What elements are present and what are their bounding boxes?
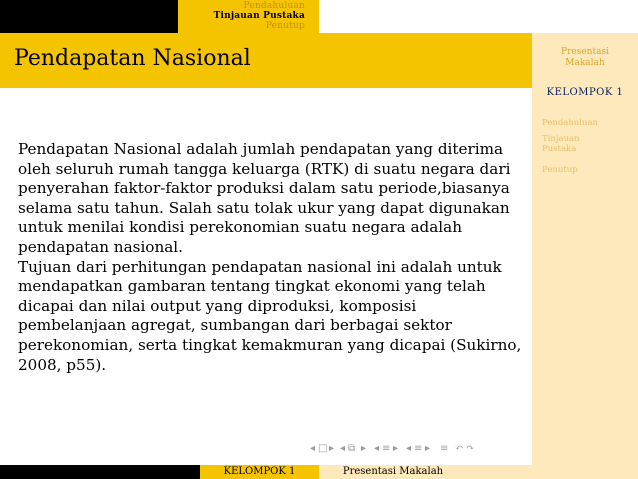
sidebar-title-line-1: Presentasi [561,47,609,57]
subsec-icon[interactable]: ≡ [414,443,423,454]
section-prev-icon[interactable]: ◂ [374,443,380,454]
content-paragraph-definition: Pendapatan Nasional adalah jumlah pendapatan yang diterima oleh seluruh rumah tangga keluarga (RTK) di suatu negara dari penyerahan faktor-faktor produksi dalam satu periode,biasanya selama satu tahun. Salah satu tolak ukur yang dapat digunakan untuk menilai kondisi perekonomian suatu negara adalah pendapatan nasional. [18,140,511,256]
top-navigation-bar [0,0,638,33]
section-icon[interactable]: ≡ [382,443,391,454]
frame-content [18,140,528,375]
navigation-symbols [310,443,532,457]
sidebar-presentation-title[interactable] [532,47,638,69]
nav-section-tinjauan-pustaka[interactable]: Tinjauan Pustaka [213,11,305,21]
nav-section-penutup[interactable]: Penutup [265,21,305,31]
footer-right-panel [319,465,638,479]
frame-next-icon[interactable]: ▸ [329,443,335,454]
footer-author: KELOMPOK 1 [200,465,319,479]
frame-icon[interactable]: □ [318,443,328,454]
subsection-icon[interactable]: ⧉ [348,443,356,454]
section-next-icon[interactable]: ▸ [393,443,399,454]
frame-prev-icon[interactable]: ◂ [310,443,316,454]
sidebar [532,33,638,465]
top-nav-right-panel [319,0,638,33]
subsection-prev-icon[interactable]: ◂ [340,443,346,454]
sidebar-title-line-2: Makalah [565,58,605,68]
sidebar-section-tinjauan[interactable]: Tinjauan [542,134,580,144]
search-icon[interactable]: ↷ [466,443,475,454]
subsec-prev-icon[interactable]: ◂ [406,443,412,454]
subsection-next-icon[interactable]: ▸ [361,443,367,454]
sidebar-section-pendahuluan[interactable]: Pendahuluan [542,118,599,128]
sidebar-section-penutup[interactable]: Penutup [542,165,578,175]
top-nav-left-panel [0,0,178,33]
nav-section-pendahuluan[interactable]: Pendahuluan [243,1,305,11]
subsec-next-icon[interactable]: ▸ [425,443,431,454]
frame-title: Pendapatan Nasional [14,46,251,71]
footer-bar [0,465,638,479]
undo-icon[interactable]: ↶ [455,443,464,454]
sidebar-section-pustaka[interactable]: Pustaka [542,144,577,154]
frame-title-bar [0,33,532,88]
content-paragraph-purpose: Tujuan dari perhitungan pendapatan nasional ini adalah untuk mendapatkan gambaran tentang tingkat ekonomi yang telah dicapai dan nilai output yang diproduksi, komposisi pembelanjaan agregat, sumbangan dari berbagai sektor perekonomian, serta tingkat kemakmuran yang dicapai (Sukirno, 2008, p55). [18,257,522,374]
align-icon[interactable]: ≡ [440,443,449,454]
sidebar-author[interactable]: KELOMPOK 1 [546,87,624,98]
footer-title: Presentasi Makalah [342,466,444,477]
